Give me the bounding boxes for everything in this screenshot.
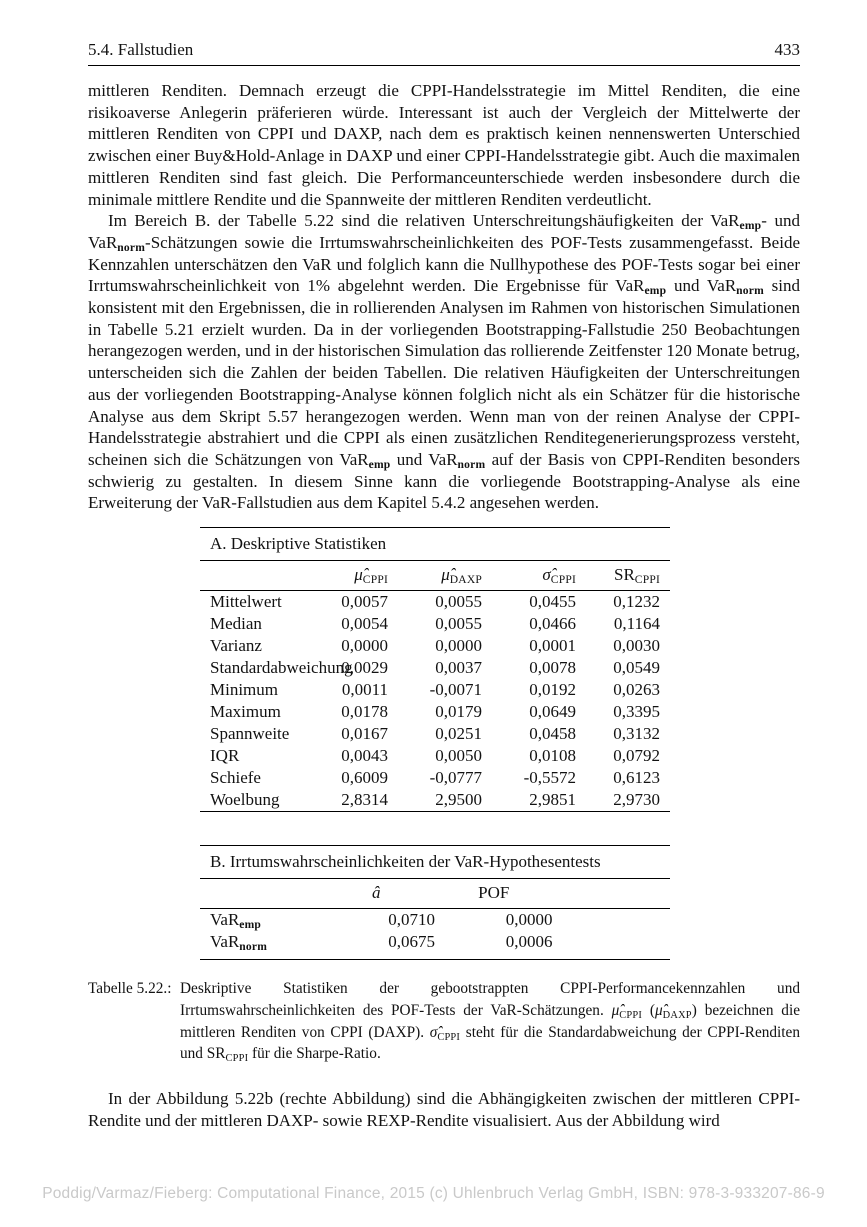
table-row	[200, 745, 670, 767]
table-row	[200, 591, 670, 614]
row-label: Maximum	[210, 702, 281, 722]
cell-value: -0,0071	[429, 680, 482, 700]
cell-value: 0,0000	[341, 636, 388, 656]
paragraph-2: Im Bereich B. der Tabelle 5.22 sind die relativen Unterschreitungshäufigkeiten der VaR$_{emp}$- und VaR$_{norm}$-Schätzungen sowie die Irrtumswahrscheinlichkeiten des POF-Tests zusammengefasst. Beide Kennzahlen unterschätzen den VaR und folglich kann die Nullhypothese des POF-Tests sogar bei einer Irrtumswahrscheinlichkeit von 1% abgelehnt werden. Die Ergebnisse für VaR$_{emp}$ und VaR$_{norm}$ sind konsistent mit den Ergebnissen, die in rollierenden Analysen im Rahmen von historischen Simulationen in Tabelle 5.21 erzielt wurden. Da in der vorliegenden Bootstrapping-Fallstudie 250 Beobachtungen herangezogen werden, und in der historischen Simulation das rollierende Zeitfenster 120 Monate betrug, unterscheiden sich die Zahlen der beiden Tabellen. Die relativen Häufigkeiten der Unterschreitungen aus der vorliegenden Bootstrapping-Analyse können folglich nicht als ein Schätzer für die historische Analyse aus dem Skript 5.57 herangezogen werden. Wenn man von der reinen Analyse der CPPI-Handelsstrategie abstrahiert und die CPPI als einen zusätzlichen Renditegenerierungsprozess versteht, scheinen sich die Schätzungen von VaR$_{emp}$ und VaR$_{norm}$ auf der Basis von CPPI-Renditen besonders schwierig zu gestalten. In diesem Sinne kann die vorliegende Bootstrapping-Analyse als eine Erweiterung der VaR-Fallstudien aus dem Kapitel 5.4.2 angesehen werden.	[88, 211, 800, 513]
section-title: 5.4. Fallstudien	[88, 40, 194, 59]
cell-value: 0,0179	[435, 702, 482, 722]
cell-value: 0,0710	[388, 910, 435, 930]
table-b-title-row	[200, 846, 670, 879]
header-cell-sigma-cppi: $\sigmâ_{CPPI}$	[482, 561, 576, 591]
cell-filler	[553, 931, 671, 960]
cell-value: 0,0251	[435, 724, 482, 744]
cell-value: 0,0078	[529, 658, 576, 678]
cell-value: 2,8314	[341, 790, 388, 810]
table-b-var-hypothesis-tests	[200, 845, 670, 960]
cell-value: 0,0458	[529, 724, 576, 744]
paragraph-3: In der Abbildung 5.22b (rechte Abbildung) sind die Abhängigkeiten zwischen der mittleren CPPI-Rendite und der mittleren DAXP- sowie REXP-Rendite visualisiert. Aus der Abbildung wird	[88, 1089, 800, 1130]
header-cell-empty	[200, 561, 294, 591]
header-cell-mu-cppi: $\mû_{CPPI}$	[294, 561, 388, 591]
row-label: Standardabweichung	[210, 658, 353, 678]
cell-value: 0,0037	[435, 658, 482, 678]
cell-value: 0,0549	[613, 658, 660, 678]
cell-value: 0,0649	[529, 702, 576, 722]
row-label: Spannweite	[210, 724, 290, 744]
row-label: Woelbung	[210, 790, 280, 810]
table-a-title: A. Deskriptive Statistiken	[200, 528, 670, 561]
header-cell-empty	[200, 879, 318, 909]
cell-value: 0,0466	[529, 614, 576, 634]
table-b-title: B. Irrtumswahrscheinlichkeiten der VaR-Hypothesentests	[200, 846, 670, 879]
cell-value: 0,0455	[529, 592, 576, 612]
header-cell-pof: POF	[435, 879, 553, 909]
cell-value: 0,0192	[529, 680, 576, 700]
cell-value: 0,0167	[341, 724, 388, 744]
cell-value: -0,0777	[429, 768, 482, 788]
table-row	[200, 789, 670, 812]
cell-value: 0,0792	[613, 746, 660, 766]
table-a-title-row	[200, 528, 670, 561]
cell-value: -0,5572	[523, 768, 576, 788]
cell-value: 0,0000	[435, 636, 482, 656]
cell-value: 0,0011	[341, 680, 388, 700]
cell-value: 0,0050	[435, 746, 482, 766]
table-row	[200, 931, 670, 960]
paragraph-1: mittleren Renditen. Demnach erzeugt die CPPI-Handelsstrategie im Mittel Renditen, die eine risikoaverse Anlegerin präferieren würde. Interessant ist auch der Vergleich der Mittelwerte der mittleren Renditen von CPPI und DAXP, nach dem es praktisch keinen nennenswerten Unterschied zwischen einer Buy&Hold-Anlage in DAXP und einer CPPI-Handelsstrategie gibt. Auch die maximalen mittleren Renditen sind fast gleich. Die Performanceunterschiede werden insbesondere durch die minimale mittlere Rendite und die Spannweite der mittleren Renditen verdeutlicht.	[88, 81, 800, 209]
header-cell-sr-cppi: $SR_{CPPI}$	[576, 561, 670, 591]
cell-value: 0,0057	[341, 592, 388, 612]
header-cell-a-hat: â	[318, 879, 436, 909]
row-label: Varianz	[210, 636, 262, 656]
table-row	[200, 657, 670, 679]
header-cell-filler	[553, 879, 671, 909]
row-label: Mittelwert	[210, 592, 282, 612]
cell-value: 0,0263	[613, 680, 660, 700]
table-b-header-row	[200, 879, 670, 909]
row-label: Median	[210, 614, 262, 634]
page-number: 433	[774, 40, 800, 59]
row-label: VaR$_{norm}$	[210, 932, 268, 954]
running-header	[88, 40, 800, 66]
cell-value: 0,0675	[388, 932, 435, 952]
cell-value: 2,9851	[529, 790, 576, 810]
cell-value: 0,0055	[435, 592, 482, 612]
cell-value: 0,0178	[341, 702, 388, 722]
copyright-footer: Poddig/Varmaz/Fieberg: Computational Finance, 2015 (c) Uhlenbruch Verlag GmbH, ISBN: 978-3-933207-86-9	[42, 1185, 825, 1202]
cell-value: 0,0030	[613, 636, 660, 656]
table-a-descriptive-statistics	[200, 527, 670, 812]
cell-value: 0,0006	[505, 932, 553, 952]
cell-value: 0,0054	[341, 614, 388, 634]
cell-value: 2,9500	[435, 790, 482, 810]
table-a-header-row	[200, 561, 670, 591]
cell-value: 0,0000	[505, 910, 553, 930]
table-row	[200, 701, 670, 723]
cell-value: 0,0029	[341, 658, 388, 678]
header-cell-mu-daxp: $\mû_{DAXP}$	[388, 561, 482, 591]
table-caption	[88, 978, 800, 1065]
table-row	[200, 635, 670, 657]
cell-filler	[553, 909, 671, 932]
table-row	[200, 613, 670, 635]
table-row	[200, 767, 670, 789]
caption-label: Tabelle 5.22.:	[88, 980, 172, 998]
cell-value: 0,0108	[529, 746, 576, 766]
cell-value: 0,0001	[529, 636, 576, 656]
cell-value: 0,1232	[613, 592, 660, 612]
cell-value: 0,3132	[613, 724, 660, 744]
row-label: Schiefe	[210, 768, 261, 788]
cell-value: 0,6123	[613, 768, 660, 788]
table-row	[200, 909, 670, 932]
row-label: Minimum	[210, 680, 279, 700]
caption-text: Deskriptive Statistiken der gebootstrappten CPPI-Performancekennzahlen und Irrtumswahrscheinlichkeiten des POF-Tests der VaR-Schätzungen. $\mû_{CPPI}$ $(\mû_{DAXP})$ bezeichnen die mittleren Renditen von CPPI (DAXP). $\sigmâ_{CPPI}$ steht für die Standardabweichung der CPPI-Renditen und $SR_{CPPI}$ für die Sharpe-Ratio.	[180, 980, 800, 1065]
cell-value: 0,6009	[341, 768, 388, 788]
cell-value: 0,1164	[613, 614, 660, 634]
table-row	[200, 679, 670, 701]
cell-value: 0,0055	[435, 614, 482, 634]
cell-value: 0,0043	[341, 746, 388, 766]
cell-value: 2,9730	[613, 790, 660, 810]
table-row	[200, 723, 670, 745]
row-label: VaR$_{emp}$	[210, 910, 262, 932]
cell-value: 0,3395	[613, 702, 660, 722]
row-label: IQR	[210, 746, 240, 766]
